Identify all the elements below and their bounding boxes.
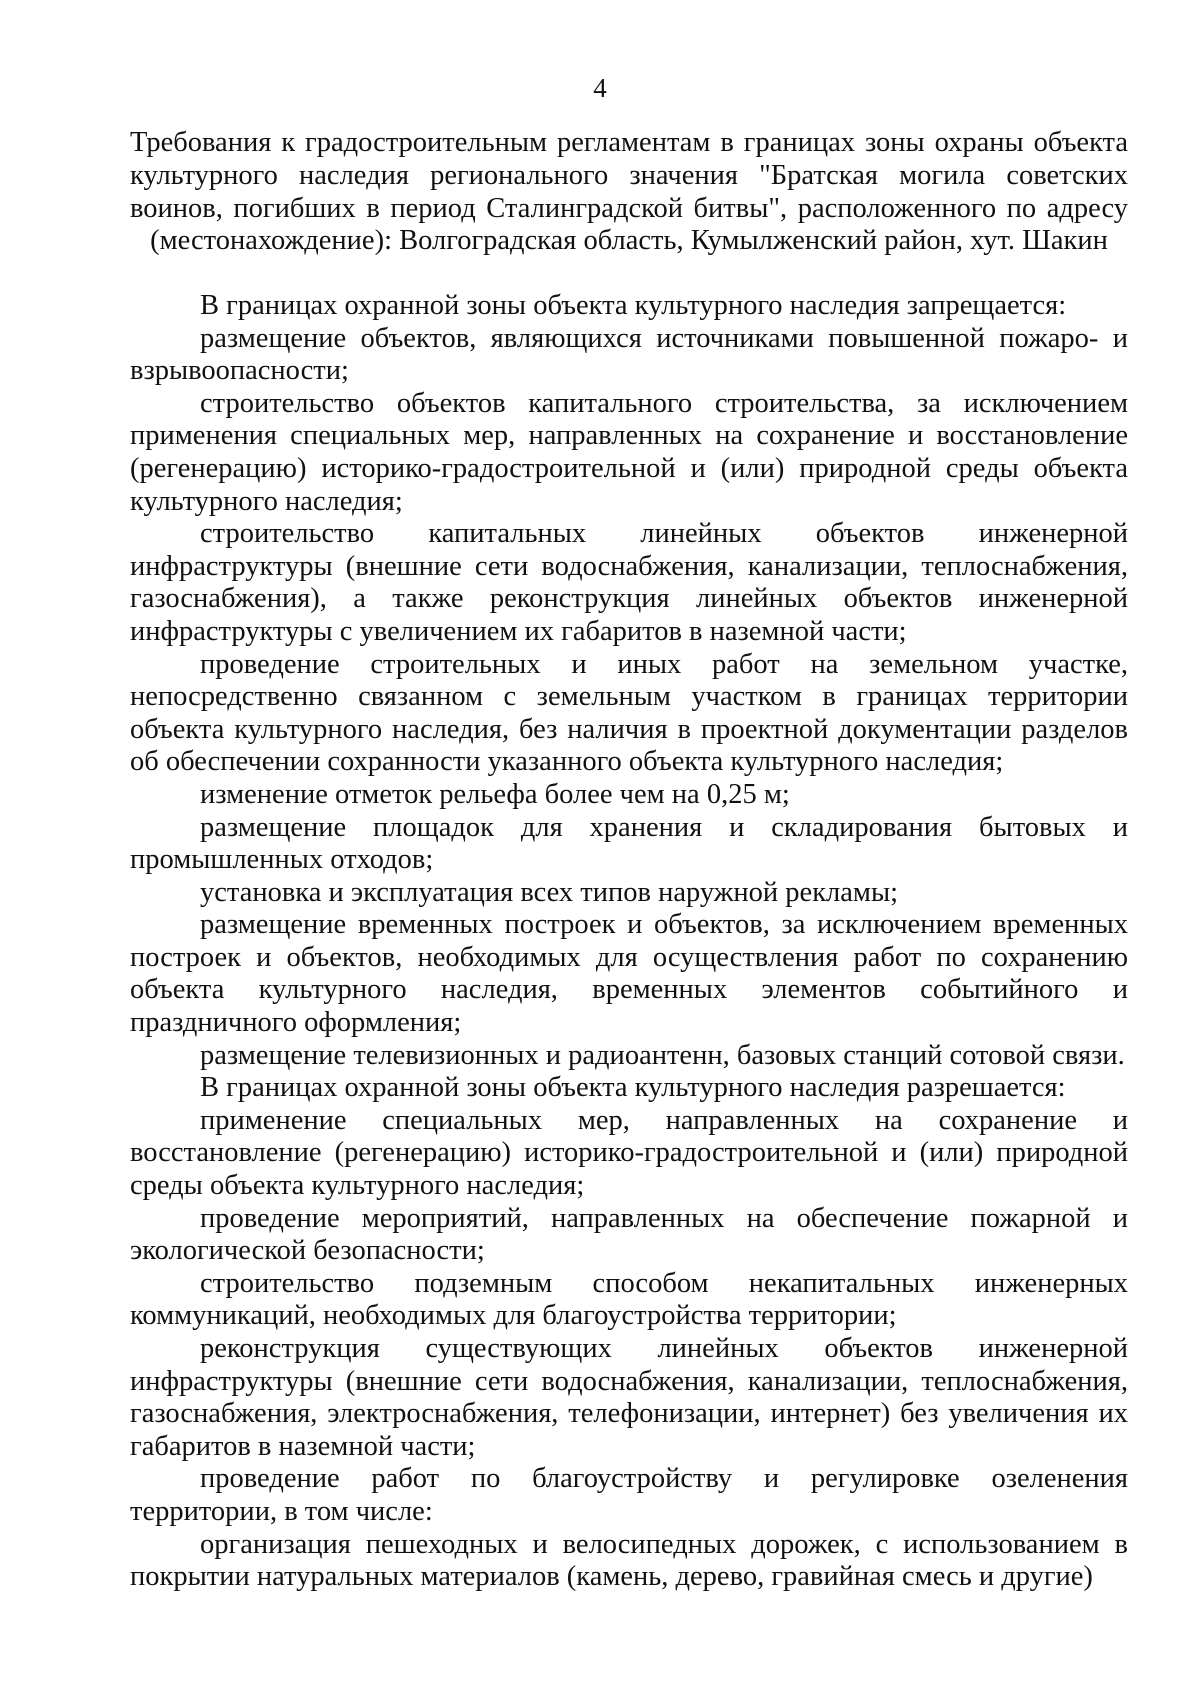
paragraph: организация пешеходных и велосипедных дорожек, с использованием в покрытии натуральных материалов (камень, дерево, гравийная смесь и другие) xyxy=(130,1528,1128,1593)
paragraph: установка и эксплуатация всех типов наружной рекламы; xyxy=(200,876,899,908)
paragraph: строительство подземным способом некапитальных инженерных коммуникаций, необходимых для благоустройства территории; xyxy=(130,1267,1128,1332)
paragraph: изменение отметок рельефа более чем на 0,25 м; xyxy=(200,778,790,810)
paragraph: строительство капитальных линейных объектов инженерной инфраструктуры (внешние сети водоснабжения, канализации, теплоснабжения, газоснабжения), а также реконструкция линейных объектов инженерной инфраструктуры с увеличением их габаритов в наземной части; xyxy=(130,518,1128,647)
paragraph: применение специальных мер, направленных на сохранение и восстановление (регенерацию) историко-градостроительной и (или) природной среды объекта культурного наследия; xyxy=(130,1104,1128,1202)
paragraph: проведение работ по благоустройству и регулировке озеленения территории, в том числе: xyxy=(130,1463,1128,1527)
paragraph: размещение временных построек и объектов, за исключением временных построек и объектов, необходимых для осуществления работ по сохранению объекта культурного наследия, временных элементов событийного и праздничного оформления; xyxy=(130,909,1128,1039)
paragraph-permitted-intro: В границах охранной зоны объекта культурного наследия разрешается: xyxy=(200,1072,1066,1104)
paragraph: проведение мероприятий, направленных на обеспечение пожарной и экологической безопасности; xyxy=(130,1202,1128,1267)
paragraph: размещение площадок для хранения и складирования бытовых и промышленных отходов; xyxy=(130,811,1128,876)
paragraph: реконструкция существующих линейных объектов инженерной инфраструктуры (внешние сети водоснабжения, канализации, теплоснабжения, газоснабжения, электроснабжения, телефонизации, интернет) без увеличения их габаритов в наземной части; xyxy=(130,1333,1128,1462)
paragraph-prohibited-intro: В границах охранной зоны объекта культурного наследия запрещается: xyxy=(200,290,1067,321)
paragraph: размещение телевизионных и радиоантенн, базовых станций сотовой связи. xyxy=(200,1039,1125,1071)
paragraph: проведение строительных и иных работ на земельном участке, непосредственно связанном с земельным участком в границах территории объекта культурного наследия, без наличия в проектной документации разделов об обеспечении сохранности указанного объекта культурного наследия; xyxy=(130,648,1128,778)
page-number: 4 xyxy=(593,73,607,103)
document-body xyxy=(130,290,1128,1594)
paragraph: размещение объектов, являющихся источниками повышенной пожаро- и взрывоопасности; xyxy=(130,322,1128,387)
document-title: Требования к градостроительным регламентам в границах зоны охраны объекта культурного наследия регионального значения "Братская могила советских воинов, погибших в период Сталинградской битвы", расположенного по адресу (местонахождение): Волгоградская область, Кумылженский район, хут. Шакин xyxy=(130,127,1128,257)
paragraph: строительство объектов капитального строительства, за исключением применения специальных мер, направленных на сохранение и восстановление (регенерацию) историко-градостроительной и (или) природной среды объекта культурного наследия; xyxy=(130,387,1128,517)
